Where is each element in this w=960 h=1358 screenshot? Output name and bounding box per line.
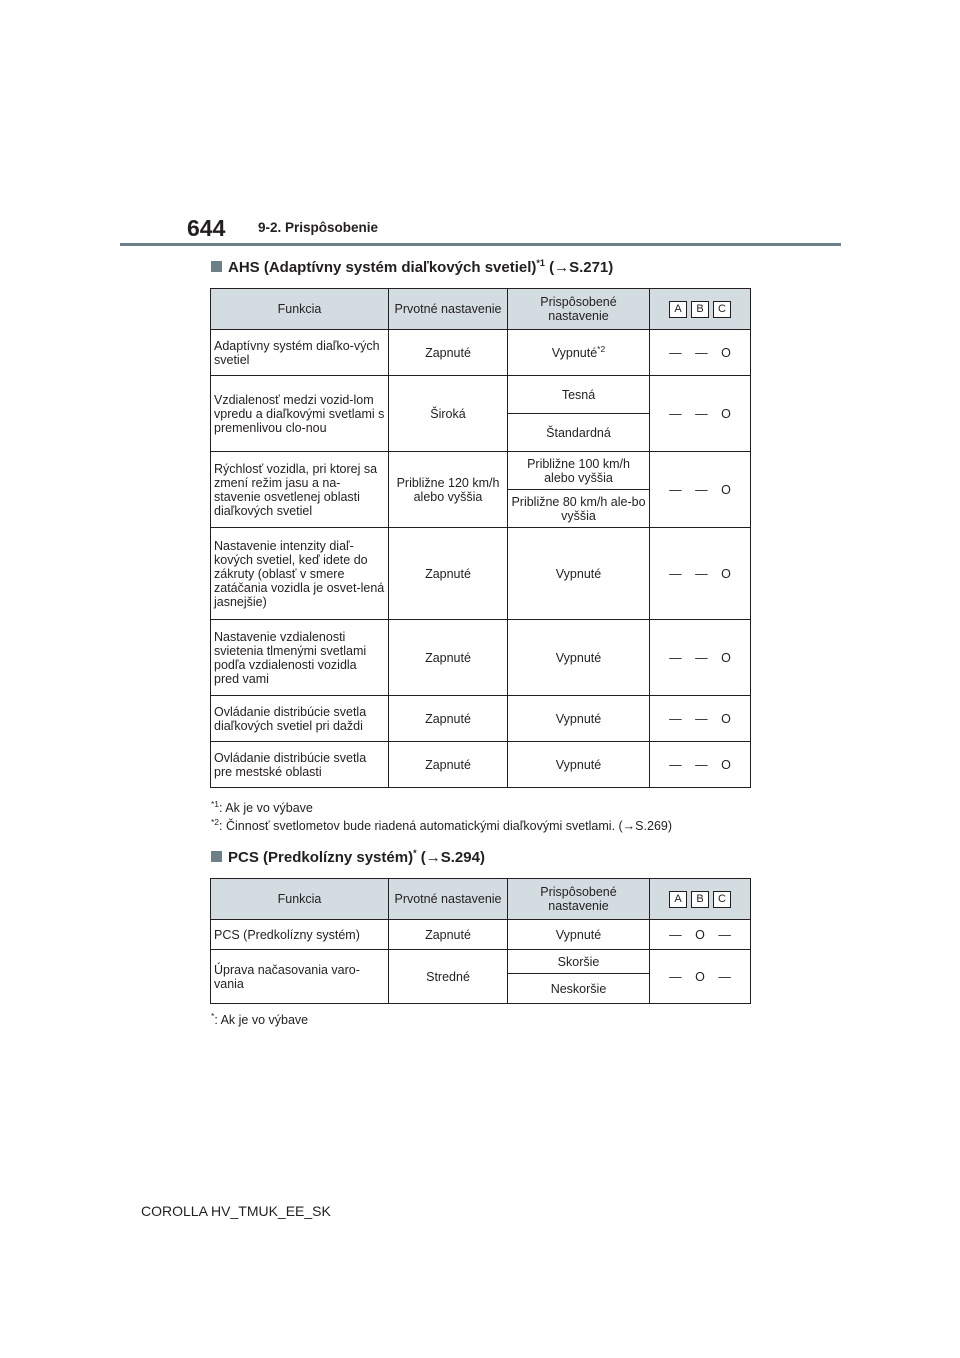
function-cell: Ovládanie distribúcie svetla diaľkových svetiel pri daždi <box>211 696 389 742</box>
custom-setting-cell <box>508 696 650 742</box>
ahs-table <box>210 288 751 788</box>
column-header-initial: Prvotné nastavenie <box>389 879 508 920</box>
custom-setting-cell <box>508 330 650 376</box>
custom-setting-label: Vypnuté <box>555 566 602 581</box>
custom-setting-cell <box>508 376 650 414</box>
custom-setting-cell <box>508 490 650 528</box>
footnote-text: : Činnosť svetlometov bude riadená automatickými diaľkovými svetlami. (→S.269) <box>219 819 673 833</box>
mode-availability-cell: — — O <box>650 528 751 620</box>
function-cell: Rýchlosť vozidla, pri ktorej sa zmení režim jasu a na-stavenie osvetlenej oblasti diaľkových svetiel <box>211 452 389 528</box>
mode-b-badge: B <box>691 301 709 318</box>
footnote <box>211 819 672 833</box>
custom-setting-cell <box>508 950 650 974</box>
mode-b-badge: B <box>691 891 709 908</box>
custom-setting-label: Vypnuté <box>551 345 598 360</box>
custom-setting-label: Vypnuté <box>555 757 602 772</box>
column-header-modes <box>650 879 751 920</box>
custom-setting-label: Približne 80 km/h ale-bo vyššia <box>511 494 646 523</box>
pcs-page-ref: (→S.294) <box>420 849 485 866</box>
initial-setting-cell: Zapnuté <box>389 920 508 950</box>
mode-availability-cell: — O — <box>650 920 751 950</box>
custom-setting-label: Tesná <box>561 387 596 402</box>
footnote <box>211 1013 308 1027</box>
column-header-function: Funkcia <box>211 879 389 920</box>
mode-availability-cell: — — O <box>650 742 751 788</box>
table-row <box>211 950 751 974</box>
initial-setting-cell: Široká <box>389 376 508 452</box>
initial-setting-cell: Zapnuté <box>389 696 508 742</box>
initial-setting-cell: Zapnuté <box>389 742 508 788</box>
table-row <box>211 620 751 696</box>
function-cell: PCS (Predkolízny systém) <box>211 920 389 950</box>
footnote-mark: *2 <box>211 817 220 827</box>
function-cell: Nastavenie vzdialenosti svietenia tlmenými svetlami podľa vzdialenosti vozidla pred vami <box>211 620 389 696</box>
column-header-custom: Prispôsobené nastavenie <box>508 289 650 330</box>
table-row <box>211 528 751 620</box>
table-row <box>211 742 751 788</box>
ahs-title-footnote: *1 <box>536 258 545 268</box>
custom-setting-label: Skoršie <box>557 954 600 969</box>
custom-setting-label: Vypnuté <box>555 650 602 665</box>
footer-model-code: COROLLA HV_TMUK_EE_SK <box>141 1203 331 1219</box>
mode-availability-cell: — — O <box>650 330 751 376</box>
custom-setting-cell <box>508 528 650 620</box>
mode-c-badge: C <box>713 301 731 318</box>
function-cell: Adaptívny systém diaľko-vých svetiel <box>211 330 389 376</box>
custom-setting-label: Vypnuté <box>555 711 602 726</box>
initial-setting-cell: Približne 120 km/h alebo vyššia <box>389 452 508 528</box>
table-row <box>211 376 751 414</box>
header-row <box>211 879 751 920</box>
custom-setting-cell <box>508 742 650 788</box>
mode-c-badge: C <box>713 891 731 908</box>
footnote-mark: * <box>211 1011 215 1021</box>
footnote-text: : Ak je vo výbave <box>214 1013 309 1027</box>
custom-setting-label: Vypnuté <box>555 927 602 942</box>
custom-setting-cell <box>508 620 650 696</box>
function-cell: Vzdialenosť medzi vozid-lom vpredu a diaľkovými svetlami s premenlivou clo-nou <box>211 376 389 452</box>
custom-setting-label: Neskoršie <box>550 981 607 996</box>
custom-setting-label: Štandardná <box>546 425 611 440</box>
column-header-initial: Prvotné nastavenie <box>389 289 508 330</box>
custom-setting-cell <box>508 452 650 490</box>
mode-a-badge: A <box>669 301 687 318</box>
table-row <box>211 920 751 950</box>
function-cell: Nastavenie intenzity diaľ-kových svetiel, keď idete do zákruty (oblasť v smere zatáčania vozidla je osvet-lená jasnejšie) <box>211 528 389 620</box>
footnote <box>211 801 313 815</box>
ahs-heading <box>211 259 613 276</box>
pcs-table <box>210 878 751 1004</box>
header-row <box>211 289 751 330</box>
mode-a-badge: A <box>669 891 687 908</box>
custom-setting-cell <box>508 974 650 1004</box>
custom-setting-cell <box>508 414 650 452</box>
ahs-table-body <box>211 289 751 788</box>
mode-availability-cell: — O — <box>650 950 751 1004</box>
table-row <box>211 452 751 490</box>
initial-setting-cell: Zapnuté <box>389 528 508 620</box>
column-header-modes <box>650 289 751 330</box>
function-cell: Úprava načasovania varo-vania <box>211 950 389 1004</box>
custom-setting-footnote: *2 <box>597 343 606 354</box>
page-number: 644 <box>187 215 226 241</box>
header-rule <box>120 243 841 246</box>
square-bullet-icon <box>211 261 222 272</box>
table-row <box>211 330 751 376</box>
function-cell: Ovládanie distribúcie svetla pre mestské oblasti <box>211 742 389 788</box>
table-row <box>211 696 751 742</box>
custom-setting-label: Približne 100 km/h alebo vyššia <box>527 456 630 485</box>
initial-setting-cell: Stredné <box>389 950 508 1004</box>
mode-availability-cell: — — O <box>650 620 751 696</box>
pcs-table-body <box>211 879 751 1004</box>
custom-setting-cell <box>508 920 650 950</box>
square-bullet-icon <box>211 851 222 862</box>
footnote-mark: *1 <box>211 799 220 809</box>
initial-setting-cell: Zapnuté <box>389 330 508 376</box>
mode-availability-cell: — — O <box>650 376 751 452</box>
mode-availability-cell: — — O <box>650 696 751 742</box>
ahs-page-ref: (→S.271) <box>549 259 614 276</box>
mode-availability-cell: — — O <box>650 452 751 528</box>
column-header-custom: Prispôsobené nastavenie <box>508 879 650 920</box>
footnote-text: : Ak je vo výbave <box>219 801 313 815</box>
pcs-title-footnote: * <box>413 848 417 858</box>
pcs-heading <box>211 849 485 866</box>
ahs-title: AHS (Adaptívny systém diaľkových svetiel) <box>228 259 537 276</box>
initial-setting-cell: Zapnuté <box>389 620 508 696</box>
pcs-title: PCS (Predkolízny systém) <box>228 849 414 866</box>
section-label: 9-2. Prispôsobenie <box>258 220 379 235</box>
column-header-function: Funkcia <box>211 289 389 330</box>
